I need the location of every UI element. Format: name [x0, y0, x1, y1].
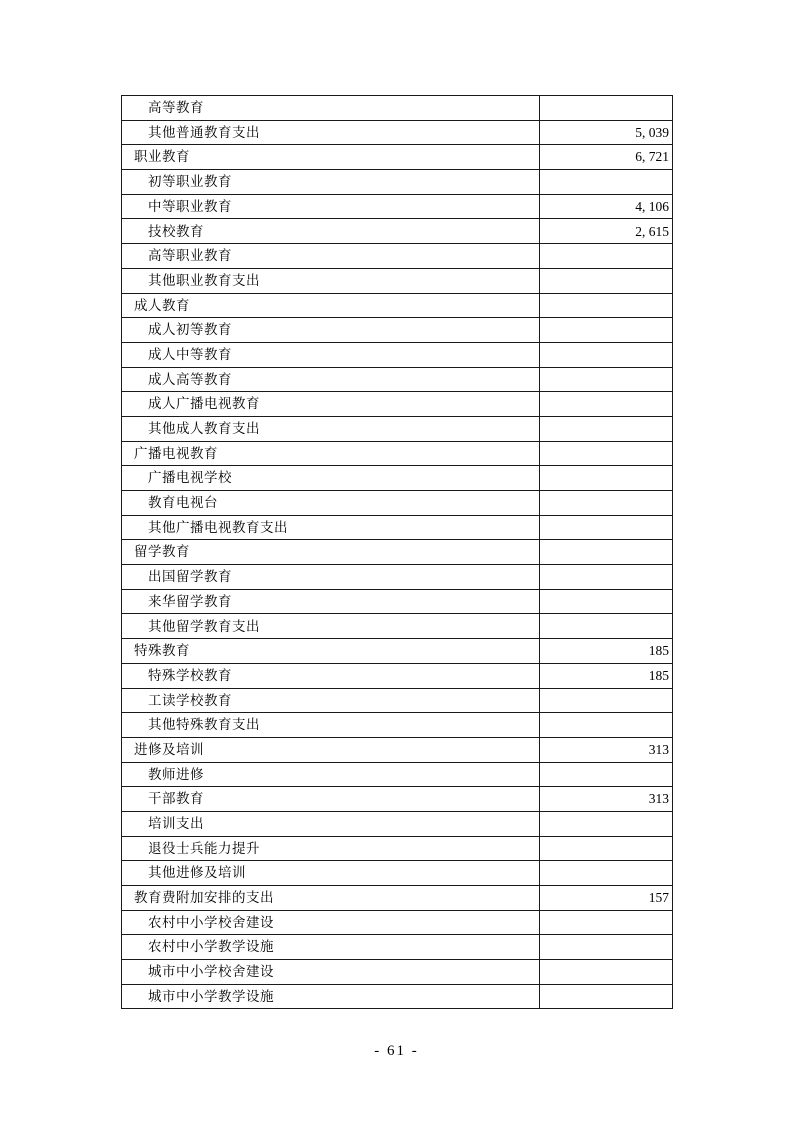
row-value: [540, 565, 673, 590]
row-label: 职业教育: [122, 145, 540, 170]
table-row: [122, 811, 673, 836]
table-row: [122, 861, 673, 886]
row-value: [540, 935, 673, 960]
row-label: 成人中等教育: [122, 342, 540, 367]
table-row: [122, 194, 673, 219]
table-row: [122, 984, 673, 1009]
table-row: [122, 491, 673, 516]
row-label: 进修及培训: [122, 737, 540, 762]
row-label: 退役士兵能力提升: [122, 836, 540, 861]
row-value: [540, 170, 673, 195]
budget-expenditure-table: [121, 95, 673, 1009]
table-row: [122, 416, 673, 441]
table-row: [122, 737, 673, 762]
table-row: [122, 293, 673, 318]
row-value: [540, 318, 673, 343]
table-row: [122, 515, 673, 540]
row-value: [540, 244, 673, 269]
row-label: 广播电视教育: [122, 441, 540, 466]
row-value: [540, 713, 673, 738]
table-row: [122, 762, 673, 787]
table-row: [122, 441, 673, 466]
row-value: [540, 268, 673, 293]
table-row: [122, 910, 673, 935]
row-value: [540, 367, 673, 392]
row-label: 来华留学教育: [122, 589, 540, 614]
row-label: 其他进修及培训: [122, 861, 540, 886]
table-row: [122, 367, 673, 392]
row-value: [540, 515, 673, 540]
row-label: 其他广播电视教育支出: [122, 515, 540, 540]
table-row: [122, 120, 673, 145]
row-value: [540, 466, 673, 491]
row-label: 工读学校教育: [122, 688, 540, 713]
row-label: 成人初等教育: [122, 318, 540, 343]
table-row: [122, 614, 673, 639]
table-row: [122, 960, 673, 985]
table-row: [122, 639, 673, 664]
row-value: 6, 721: [540, 145, 673, 170]
table-row: [122, 466, 673, 491]
row-value: 4, 106: [540, 194, 673, 219]
table-row: [122, 392, 673, 417]
table-row: [122, 244, 673, 269]
row-value: 313: [540, 787, 673, 812]
row-label: 成人教育: [122, 293, 540, 318]
row-label: 其他职业教育支出: [122, 268, 540, 293]
row-label: 农村中小学教学设施: [122, 935, 540, 960]
row-value: [540, 960, 673, 985]
row-value: [540, 96, 673, 121]
row-value: 157: [540, 886, 673, 911]
row-value: [540, 491, 673, 516]
row-label: 农村中小学校舍建设: [122, 910, 540, 935]
row-value: 185: [540, 663, 673, 688]
table-row: [122, 589, 673, 614]
row-value: 313: [540, 737, 673, 762]
row-label: 出国留学教育: [122, 565, 540, 590]
table-row: [122, 688, 673, 713]
table-row: [122, 935, 673, 960]
row-value: [540, 540, 673, 565]
row-value: 5, 039: [540, 120, 673, 145]
row-label: 教育电视台: [122, 491, 540, 516]
row-value: 185: [540, 639, 673, 664]
table-row: [122, 318, 673, 343]
row-label: 成人高等教育: [122, 367, 540, 392]
table-row: [122, 268, 673, 293]
table-row: [122, 342, 673, 367]
row-value: 2, 615: [540, 219, 673, 244]
page-number: - 61 -: [374, 1043, 419, 1059]
table-row: [122, 565, 673, 590]
row-label: 技校教育: [122, 219, 540, 244]
table-row: [122, 663, 673, 688]
row-label: 培训支出: [122, 811, 540, 836]
table-row: [122, 836, 673, 861]
row-label: 教育费附加安排的支出: [122, 886, 540, 911]
row-label: 其他成人教育支出: [122, 416, 540, 441]
row-label: 初等职业教育: [122, 170, 540, 195]
table-row: [122, 145, 673, 170]
row-value: [540, 910, 673, 935]
table-row: [122, 787, 673, 812]
row-value: [540, 762, 673, 787]
row-value: [540, 984, 673, 1009]
row-value: [540, 811, 673, 836]
table-row: [122, 170, 673, 195]
row-label: 特殊学校教育: [122, 663, 540, 688]
table-row: [122, 219, 673, 244]
row-label: 其他特殊教育支出: [122, 713, 540, 738]
row-label: 城市中小学教学设施: [122, 984, 540, 1009]
row-value: [540, 589, 673, 614]
row-label: 留学教育: [122, 540, 540, 565]
row-value: [540, 416, 673, 441]
row-value: [540, 614, 673, 639]
row-label: 干部教育: [122, 787, 540, 812]
row-label: 中等职业教育: [122, 194, 540, 219]
row-label: 城市中小学校舍建设: [122, 960, 540, 985]
row-value: [540, 342, 673, 367]
row-value: [540, 293, 673, 318]
row-label: 高等职业教育: [122, 244, 540, 269]
row-value: [540, 836, 673, 861]
row-label: 广播电视学校: [122, 466, 540, 491]
row-value: [540, 441, 673, 466]
row-label: 教师进修: [122, 762, 540, 787]
row-label: 成人广播电视教育: [122, 392, 540, 417]
row-value: [540, 392, 673, 417]
row-label: 其他普通教育支出: [122, 120, 540, 145]
row-value: [540, 861, 673, 886]
table-row: [122, 713, 673, 738]
row-label: 高等教育: [122, 96, 540, 121]
row-label: 特殊教育: [122, 639, 540, 664]
row-value: [540, 688, 673, 713]
table-row: [122, 96, 673, 121]
row-label: 其他留学教育支出: [122, 614, 540, 639]
table-row: [122, 540, 673, 565]
table-row: [122, 886, 673, 911]
